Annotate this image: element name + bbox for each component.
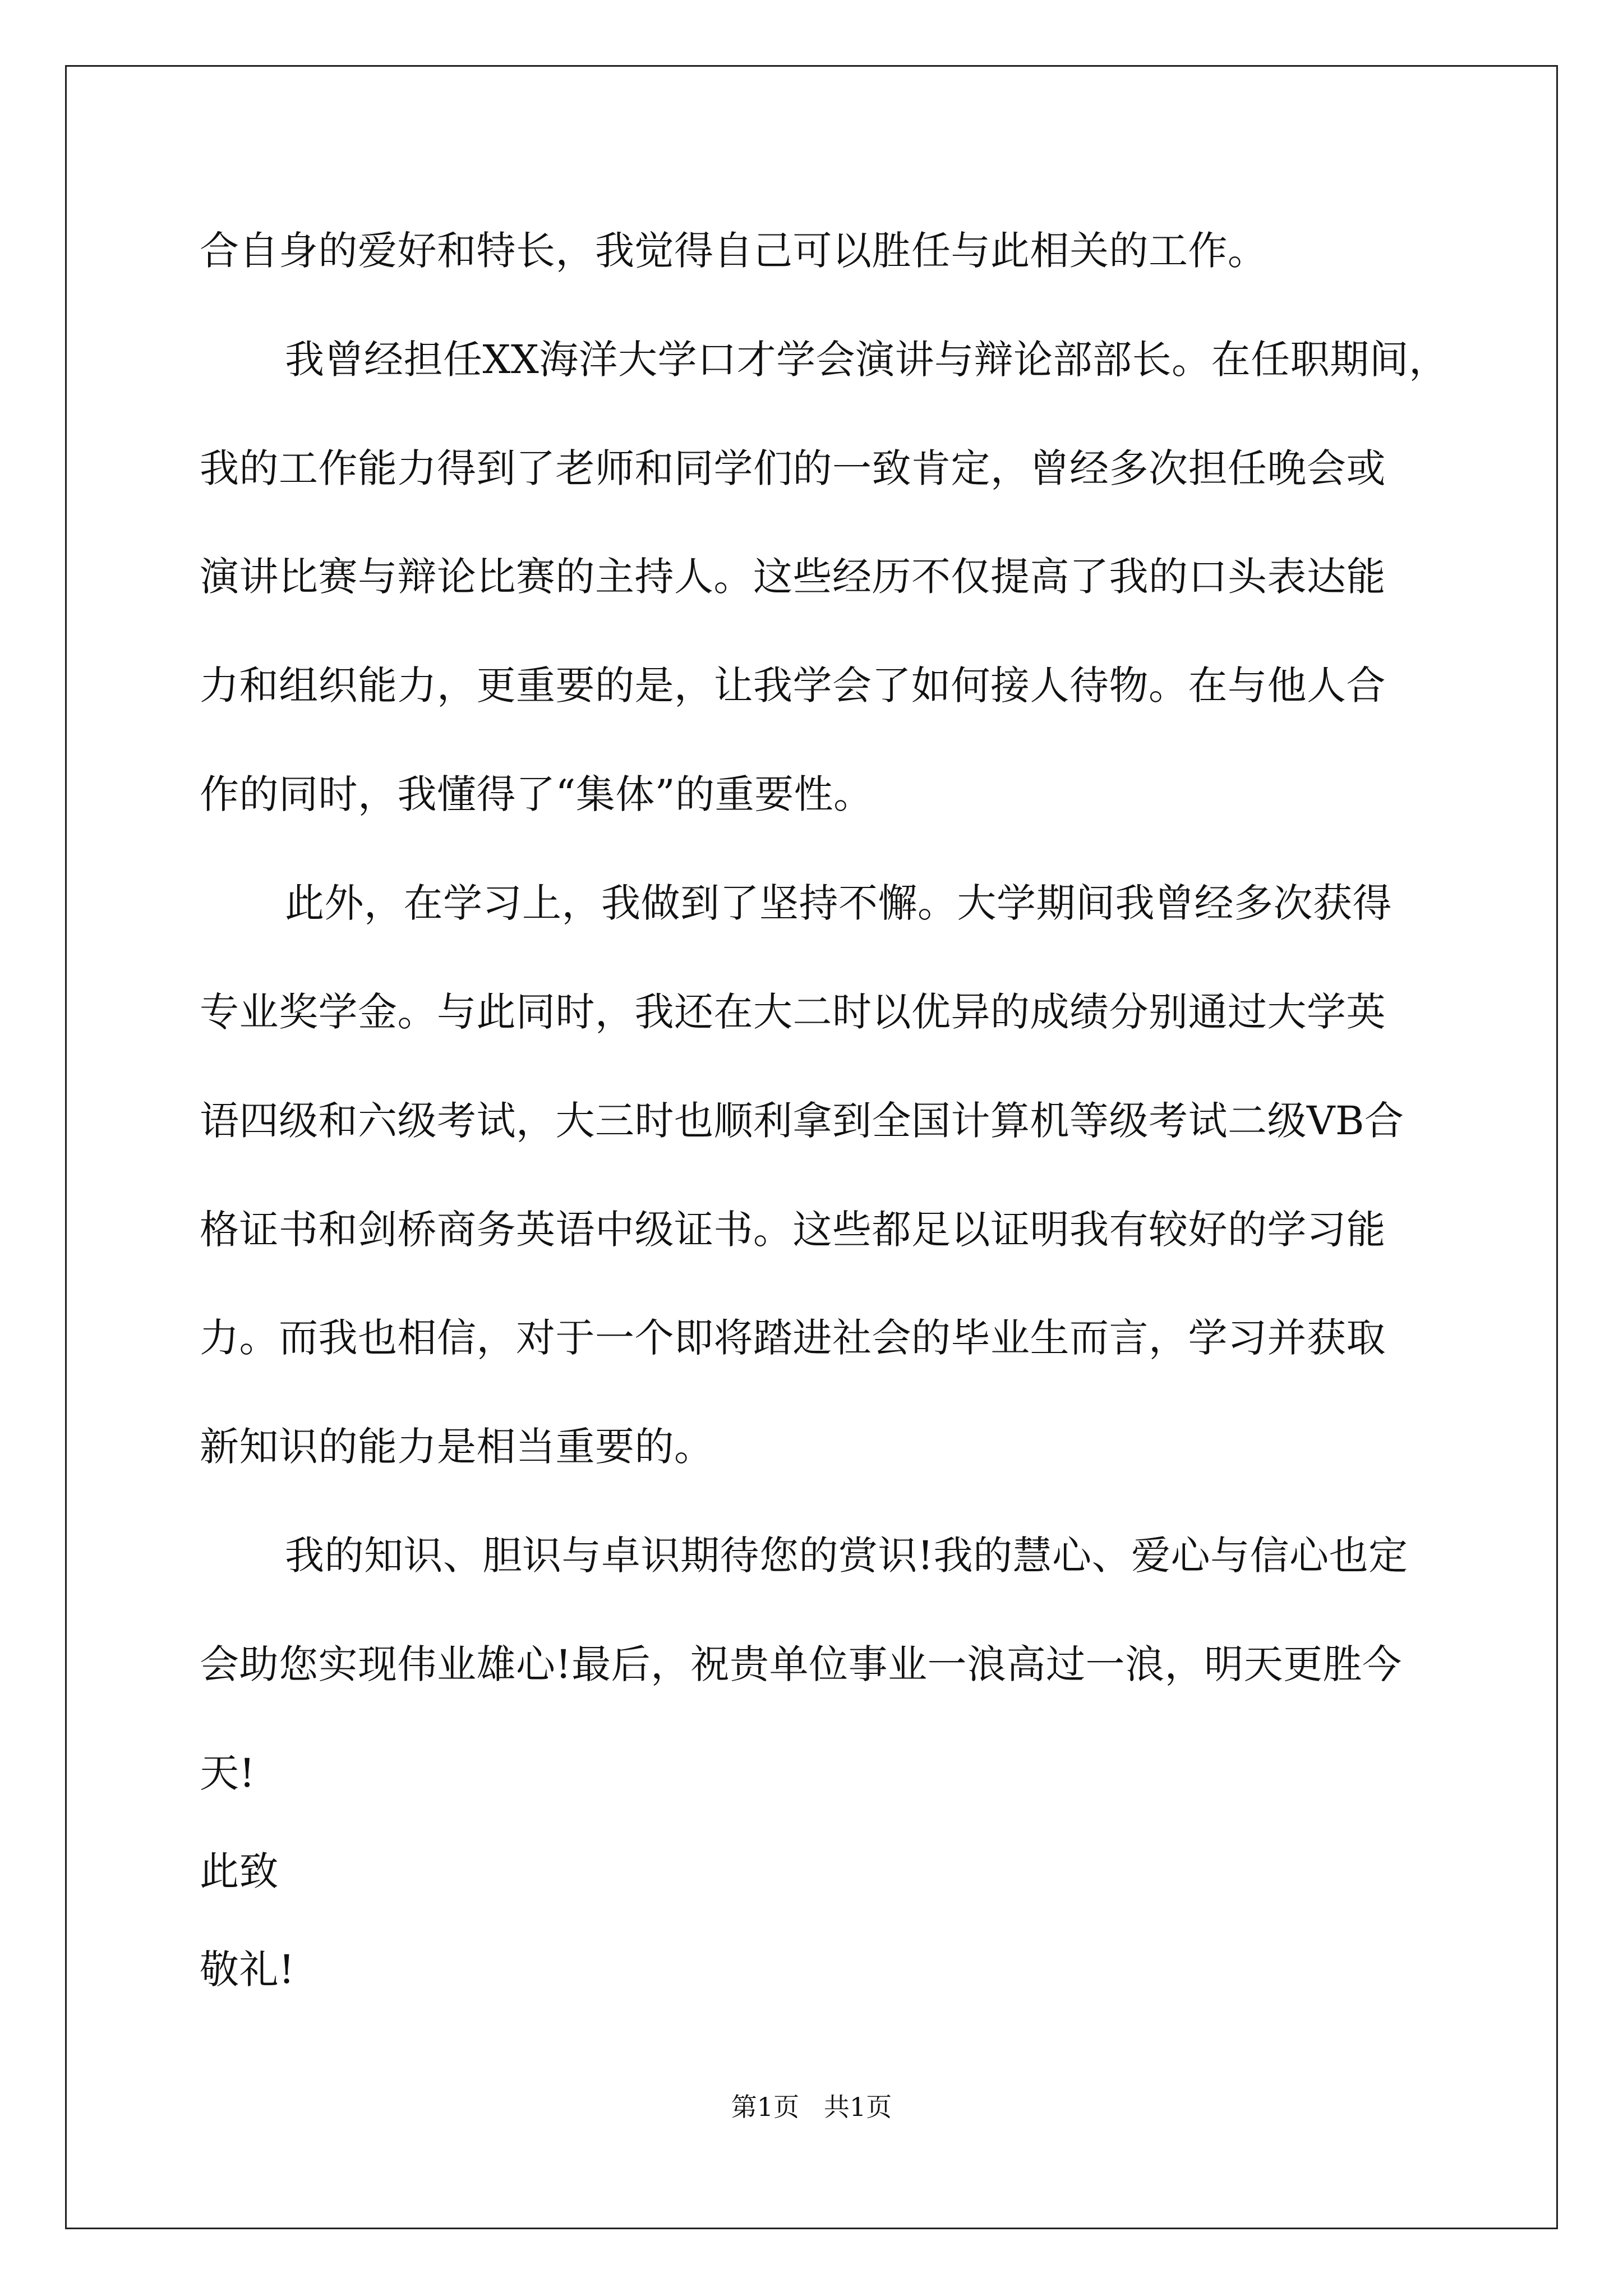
paragraph-line-12: 新知识的能力是相当重要的。 xyxy=(200,1424,714,1470)
paragraph-line-15: 天! xyxy=(200,1750,256,1796)
paragraph-line-1: 合自身的爱好和特长，我觉得自己可以胜任与此相关的工作。 xyxy=(200,228,1267,274)
paragraph-line-3: 我的工作能力得到了老师和同学们的一致肯定，曾经多次担任晚会或 xyxy=(200,445,1386,491)
paragraph-line-11: 力。而我也相信，对于一个即将踏进社会的毕业生而言，学习并获取 xyxy=(200,1315,1386,1361)
paragraph-line-10: 格证书和剑桥商务英语中级证书。这些都足以证明我有较好的学习能 xyxy=(200,1207,1386,1253)
paragraph-line-4: 演讲比赛与辩论比赛的主持人。这些经历不仅提高了我的口头表达能 xyxy=(200,554,1386,600)
paragraph-line-9: 语四级和六级考试，大三时也顺利拿到全国计算机等级考试二级VB合 xyxy=(200,1098,1404,1144)
page-border xyxy=(65,65,1558,2229)
paragraph-line-6: 作的同时，我懂得了“集体”的重要性。 xyxy=(200,771,873,817)
closing-greeting: 此致 xyxy=(200,1848,279,1894)
closing-salute: 敬礼! xyxy=(200,1947,295,1993)
paragraph-line-13: 我的知识、胆识与卓识期待您的赏识!我的慧心、爱心与信心也定 xyxy=(285,1533,1408,1579)
paragraph-line-5: 力和组织能力，更重要的是，让我学会了如何接人待物。在与他人合 xyxy=(200,662,1386,708)
paragraph-line-8: 专业奖学金。与此同时，我还在大二时以优异的成绩分别通过大学英 xyxy=(200,989,1386,1035)
page-number-footer: 第1页 共1页 xyxy=(731,2092,892,2122)
paragraph-line-14: 会助您实现伟业雄心!最后，祝贵单位事业一浪高过一浪，明天更胜今 xyxy=(200,1641,1402,1687)
paragraph-line-7: 此外，在学习上，我做到了坚持不懈。大学期间我曾经多次获得 xyxy=(285,880,1392,926)
paragraph-line-2: 我曾经担任XX海洋大学口才学会演讲与辩论部部长。在任职期间， xyxy=(285,337,1449,383)
